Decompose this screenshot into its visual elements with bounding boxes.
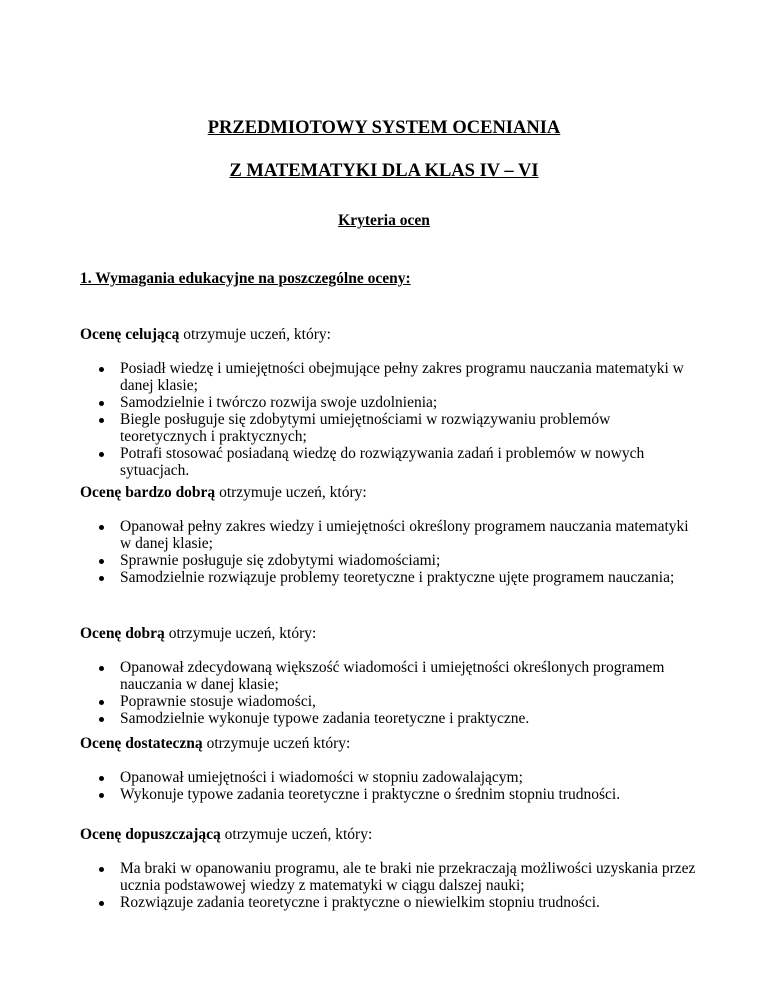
criteria-item	[80, 769, 700, 786]
criteria-list	[80, 860, 700, 911]
criteria-text: Sprawnie posługuje się zdobytymi wiadomościami;	[120, 552, 441, 569]
grade-intro-suffix: otrzymuje uczeń, który:	[220, 826, 373, 843]
criteria-list	[80, 769, 700, 803]
bullet-icon	[99, 700, 104, 705]
criteria-text: Poprawnie stosuje wiadomości,	[120, 693, 316, 710]
bullet-icon	[99, 901, 104, 906]
criteria-item	[80, 894, 700, 911]
document-subtitle: Kryteria ocen	[338, 212, 430, 229]
criteria-text: Opanował zdecydowaną większość wiadomości i umiejętności określonych programem nauczania w danej klasie;	[120, 659, 665, 693]
document-title-line-2: Z MATEMATYKI DLA KLAS IV – VI	[229, 161, 539, 181]
criteria-text: Samodzielnie i twórczo rozwija swoje uzdolnienia;	[120, 394, 438, 411]
grade-section-dostateczna	[80, 735, 700, 803]
criteria-item	[80, 445, 700, 479]
criteria-list	[80, 360, 700, 479]
bullet-icon	[99, 367, 104, 372]
criteria-text: Potrafi stosować posiadaną wiedzę do rozwiązywania zadań i problemów w nowych sytuacjach.	[120, 445, 645, 479]
criteria-item	[80, 360, 700, 394]
bullet-icon	[99, 452, 104, 457]
grade-intro-suffix: otrzymuje uczeń, który:	[164, 625, 317, 642]
bullet-icon	[99, 576, 104, 581]
criteria-text: Posiadł wiedzę i umiejętności obejmujące pełny zakres programu nauczania matematyki w danej klasie;	[120, 360, 684, 394]
grade-intro-suffix: otrzymuje uczeń, który:	[179, 326, 331, 343]
bullet-icon	[99, 717, 104, 722]
grade-name: Ocenę dopuszczającą	[80, 826, 221, 843]
criteria-text: Biegle posługuje się zdobytymi umiejętnościami w rozwiązywaniu problemów teoretycznych i praktycznych;	[120, 411, 611, 445]
bullet-icon	[99, 793, 104, 798]
criteria-item	[80, 518, 700, 552]
bullet-icon	[99, 418, 104, 423]
criteria-item	[80, 394, 700, 411]
bullet-icon	[99, 525, 104, 530]
criteria-text: Samodzielnie rozwiązuje problemy teoretyczne i praktyczne ujęte programem nauczania;	[120, 569, 675, 586]
criteria-item	[80, 411, 700, 445]
criteria-item	[80, 786, 700, 803]
criteria-item	[80, 552, 700, 569]
criteria-text: Ma braki w opanowaniu programu, ale te braki nie przekraczają możliwości uzyskania przez ucznia podstawowej wiedzy z matematyki w ciągu dalszej nauki;	[120, 860, 696, 894]
grade-intro	[80, 484, 700, 501]
bullet-icon	[99, 401, 104, 406]
criteria-text: Rozwiązuje zadania teoretyczne i praktyczne o niewielkim stopniu trudności.	[120, 894, 600, 911]
grade-section-dobra	[80, 625, 700, 727]
bullet-icon	[99, 776, 104, 781]
criteria-item	[80, 659, 700, 693]
grade-section-celujaca	[80, 326, 700, 479]
grade-intro	[80, 826, 700, 843]
grade-intro	[80, 735, 700, 752]
grade-name: Ocenę dobrą	[80, 625, 165, 642]
criteria-text: Opanował umiejętności i wiadomości w stopniu zadowalającym;	[120, 769, 523, 786]
criteria-item	[80, 710, 700, 727]
grade-section-dopuszczajaca	[80, 826, 700, 911]
bullet-icon	[99, 666, 104, 671]
criteria-text: Wykonuje typowe zadania teoretyczne i praktyczne o średnim stopniu trudności.	[120, 786, 621, 803]
grade-intro	[80, 625, 700, 642]
grade-intro	[80, 326, 700, 343]
document-title-line-1: PRZEDMIOTOWY SYSTEM OCENIANIA	[207, 118, 561, 138]
grade-name: Ocenę bardzo dobrą	[80, 484, 216, 501]
grade-name: Ocenę dostateczną	[80, 735, 203, 752]
criteria-list	[80, 659, 700, 727]
criteria-item	[80, 693, 700, 710]
criteria-list	[80, 518, 700, 586]
criteria-item	[80, 569, 700, 586]
grade-intro-suffix: otrzymuje uczeń który:	[202, 735, 351, 752]
bullet-icon	[99, 559, 104, 564]
section-heading: 1. Wymagania edukacyjne na poszczególne oceny:	[80, 270, 411, 287]
criteria-text: Opanował pełny zakres wiedzy i umiejętności określony programem nauczania matematyki w danej klasie;	[120, 518, 689, 552]
grade-section-bardzo-dobra	[80, 484, 700, 586]
grade-intro-suffix: otrzymuje uczeń, który:	[215, 484, 367, 501]
grade-name: Ocenę celującą	[80, 326, 180, 343]
bullet-icon	[99, 867, 104, 872]
criteria-item	[80, 860, 700, 894]
criteria-text: Samodzielnie wykonuje typowe zadania teoretyczne i praktyczne.	[120, 710, 530, 727]
